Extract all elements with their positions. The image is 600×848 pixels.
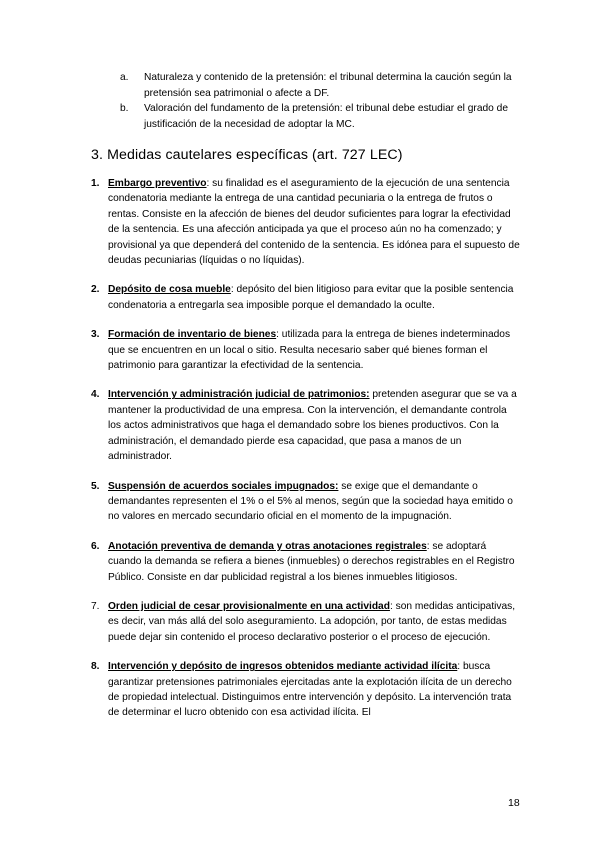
measure-number: 6. [91,540,100,552]
measure-item-4 [91,387,521,464]
measure-item-8 [91,659,521,721]
measure-number: 8. [91,661,100,673]
measure-number: 5. [91,480,100,492]
measure-body [108,327,521,373]
sub-item-marker: a. [120,72,129,83]
measure-body [108,282,521,313]
measure-text: : busca garantizar pretensiones patrimoniales ejercitadas ante la explotación ilícita de un derecho de propiedad intelectual. Distinguimos entre intervención y depósito. La intervención trata de determinar el lucro obtenido con esa actividad ilícita. El [108,661,512,719]
measure-number: 3. [91,329,100,341]
measure-body [108,539,521,585]
sub-item-marker: b. [120,103,129,114]
measure-item-6 [91,539,521,585]
measure-text: pretenden asegurar que se va a mantener la productividad de una empresa. Con la intervención, el demandante controla los actos administrativos que haga el demandado sobre los bienes productivos. Con la administración, el demandado pierde esa capacidad, que pasa a manos de un administrador. [108,389,517,463]
measure-term: Anotación preventiva de demanda y otras anotaciones registrales [108,540,427,552]
measure-item-5 [91,479,521,525]
measure-body [108,659,521,721]
measure-term: Embargo preventivo [108,178,207,189]
measure-body [108,479,521,525]
measure-text: : se adoptará cuando la demanda se refiera a bienes (inmuebles) o derechos registrables en el Registro Público. Consiste en dar publicidad registral a los bienes inmuebles litigiosos. [108,540,515,583]
measure-term: Suspensión de acuerdos sociales impugnados: [108,480,339,492]
sub-item-text: Valoración del fundamento de la pretensión: el tribunal debe estudiar el grado de justificación de la necesidad de adoptar la MC. [144,103,508,130]
measure-text: : su finalidad es el aseguramiento de la ejecución de una sentencia condenatoria mediante la entrega de una cantidad pecuniaria o la entrega de frutos o rentas. Consiste en la afección de bienes del deudor suficientes para lograr la efectividad de la sentencia. Es una afección anticipada ya que el proceso aún no ha comenzado; y provisional ya que dependerá del contenido de la sentencia. Es idónea para el supuesto de deudas pecuniarias (líquidas o no líquidas). [108,178,520,267]
measure-body [108,176,521,268]
measure-body [108,387,521,464]
sub-item-b [120,101,525,132]
measure-text: : depósito del bien litigioso para evitar que la posible sentencia condenatoria a entregarla sea imposible porque el demandado la oculte. [108,284,514,311]
measure-term: Intervención y administración judicial de patrimonios: [108,389,370,401]
page-number: 18 [508,797,520,809]
measure-number: 1. [91,178,100,189]
measure-item-3 [91,327,521,373]
measure-item-1 [91,176,521,268]
measure-text: : utilizada para la entrega de bienes indeterminados que se encuentren en un local o sitio. Resulta necesario saber qué bienes forman el patrimonio para garantizar la efectividad de la sentencia. [108,329,511,372]
measure-number: 7. [91,600,100,612]
measures-list [91,176,521,735]
measure-body [108,599,521,645]
measure-text: se exige que el demandante o demandantes representen el 1% o el 5% al menos, según que la sociedad haya emitido o no valores en mercado secundario oficial en el momento de la impugnación. [108,480,513,523]
measure-term: Intervención y depósito de ingresos obtenidos mediante actividad ilícita [108,661,458,673]
sub-list [120,70,525,132]
measure-term: Formación de inventario de bienes [108,329,277,341]
measure-number: 2. [91,284,100,296]
measure-item-2 [91,282,521,313]
measure-term: Orden judicial de cesar provisionalmente en una actividad [108,600,390,612]
sub-item-text: Naturaleza y contenido de la pretensión: el tribunal determina la caución según la pretensión sea patrimonial o afecte a DF. [144,72,512,99]
measure-term: Depósito de cosa mueble [108,284,231,296]
sub-item-a [120,70,525,101]
section-title: 3. Medidas cautelares específicas (art. 727 LEC) [91,147,403,163]
measure-text: : son medidas anticipativas, es decir, van más allá del solo aseguramiento. La adopción, por tanto, de estas medidas puede dejar sin contenido el proceso declarativo posterior o el proceso de ejecución. [108,600,516,643]
measure-number: 4. [91,389,100,401]
measure-item-7 [91,599,521,645]
